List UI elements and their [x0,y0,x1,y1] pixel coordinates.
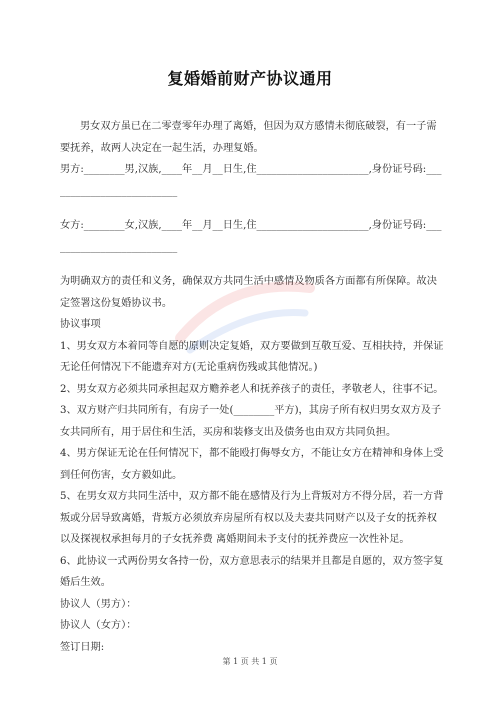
clause-5: 5、在男女双方共同生活中，双方都不能在感情及行为上背叛对方不得分居，若一方背叛或分居导致离婚，背叛方必须放弃房屋所有权以及夫妻共同财产以及子女的抚养权以及探视权承担每月的子女抚养费 离婚期间未予支付的抚养费应一次性补足。 [60,491,444,545]
purpose-paragraph: 为明确双方的责任和义务，确保双方共同生活中感情及物质各方面都有所保障。故决定签署这份复婚协议书。 [60,276,437,309]
female-party-info: 女方:________女,汉族,____年__月__日生,住______________________,身份证号码:__________________________ [60,220,442,253]
signatory-male: 协议人（男方）： [60,598,137,610]
document-title: 复婚婚前财产协议通用 [167,69,333,88]
male-party-info: 男方:________男,汉族,____年__月__日生,住______________________,身份证号码:__________________________ [60,164,442,197]
clause-3: 3、双方财产归共同所有，有房子一处(________平方)，其房子所有权归男女双方及子女共同所有，用于居住和生活，买房和装修支出及债务也由双方共同负担。 [60,405,442,438]
signatory-female: 协议人（女方）： [60,620,137,631]
signing-date: 签订日期: [60,641,105,653]
page-footer: 第 1 页 共 1 页 [222,657,278,666]
document-body [60,116,444,658]
clause-4: 4、男方保证无论在任何情况下，都不能殴打侮辱女方，不能让女方在精神和身体上受到任何伤害，女方毅如此。 [60,448,444,481]
intro-paragraph: 男女双方虽已在二零壹零年办理了离婚，但因为双方感情未彻底破裂，有一子需要抚养，故两人决定在一起生活，办理复婚。 [60,121,437,154]
clause-2: 2、男女双方必须共同承担起双方赡养老人和抚养孩子的责任，孝敬老人，往事不记。 [60,383,444,395]
clause-6: 6、此协议一式两份男女各持一份，双方意思表示的结果并且都是自愿的，双方签字复婚后生效。 [60,555,444,588]
clause-1: 1、男女双方本着同等自愿的原则决定复婚，双方要做到互敬互爱、互相扶持，并保证无论任何情况下不能遗弃对方(无论重病伤残或其他情况。) [60,340,444,373]
clauses-heading: 协议事项 [60,319,101,330]
